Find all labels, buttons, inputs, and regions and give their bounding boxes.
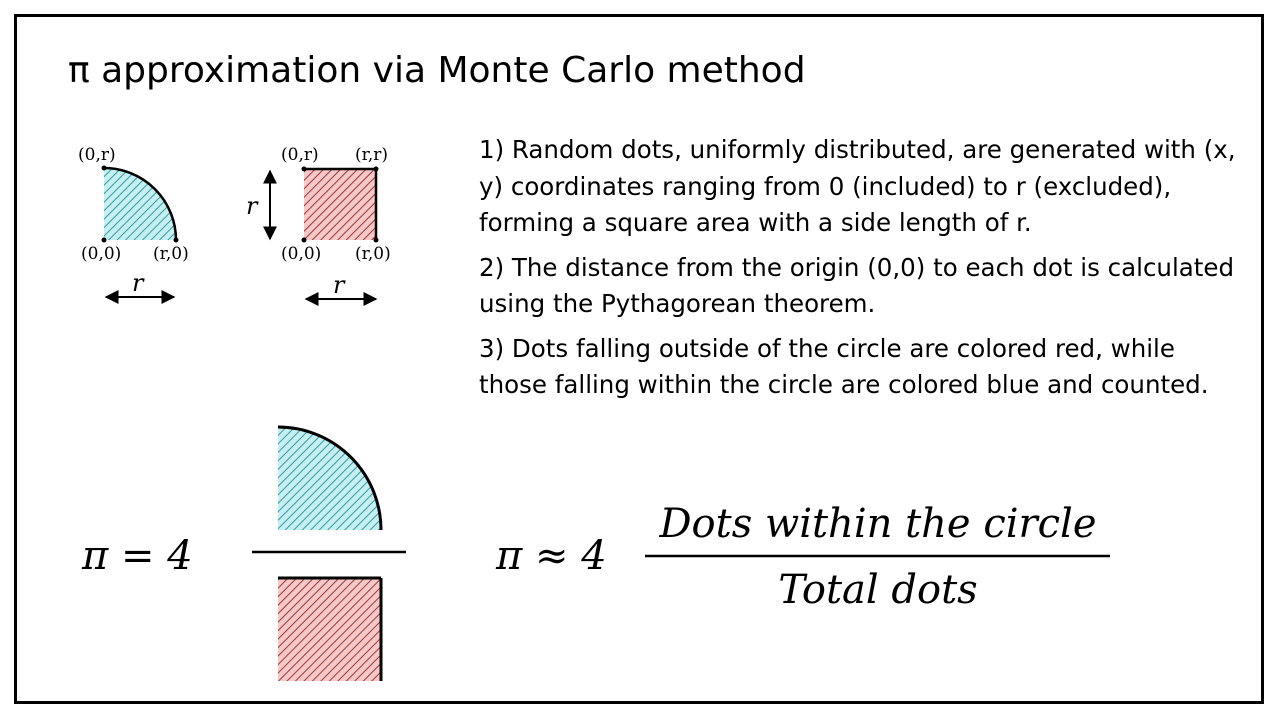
coord-label-0-r: (0,r) [78, 145, 116, 165]
point-marker [302, 238, 307, 243]
square-diagram [246, 145, 391, 299]
coord-label-r-0: (r,0) [355, 244, 391, 264]
point-marker [102, 166, 107, 171]
coord-label-0-0: (0,0) [81, 244, 122, 264]
vertical-dimension-label: r [246, 192, 258, 220]
formula-left [81, 427, 406, 681]
formula-right-lhs: π ≈ 4 [496, 533, 607, 579]
coord-label-0-r: (0,r) [281, 145, 319, 165]
step-3: 3) Dots falling outside of the circle are colored red, while those falling within the circle are colored blue and counted. [479, 333, 1209, 399]
point-marker [374, 238, 379, 243]
formula-left-lhs: π = 4 [82, 533, 193, 579]
step-2: 2) The distance from the origin (0,0) to each dot is calculated using the Pythagorean theorem. [479, 252, 1234, 318]
point-marker [174, 238, 179, 243]
formula-right [495, 501, 1110, 613]
dimension-label-r: r [132, 269, 144, 297]
point-marker [102, 238, 107, 243]
slide-title: π approximation via Monte Carlo method [68, 50, 806, 91]
coord-label-r-0: (r,0) [153, 244, 189, 264]
square-shape [304, 169, 376, 240]
point-marker [374, 167, 379, 172]
horizontal-dimension-label: r [333, 271, 345, 299]
fraction-numerator: Dots within the circle [659, 501, 1097, 547]
fraction-square [278, 578, 381, 681]
point-marker [302, 167, 307, 172]
step-1: 1) Random dots, uniformly distributed, are generated with (x, y) coordinates ranging from 0 (included) to r (excluded), forming a square area with a side length of r. [479, 135, 1236, 237]
coord-label-r-r: (r,r) [355, 145, 389, 165]
fraction-denominator: Total dots [778, 567, 978, 613]
coord-label-0-0: (0,0) [281, 244, 322, 264]
quarter-circle-diagram [78, 145, 189, 297]
